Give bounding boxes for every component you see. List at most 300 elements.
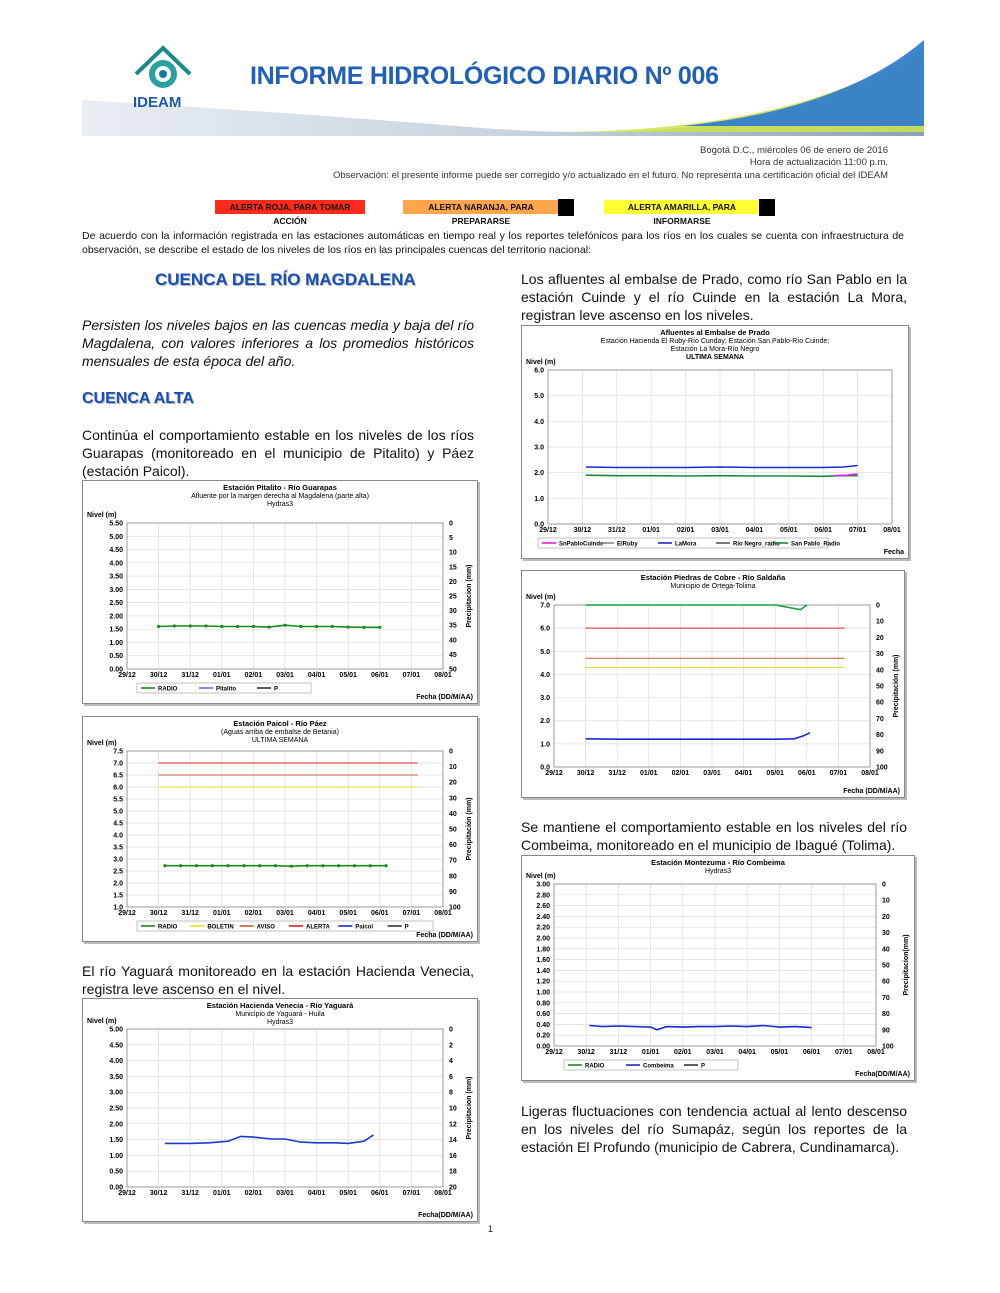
y-tick-label: 0.20	[536, 1032, 550, 1040]
x-tick-label: 04/01	[307, 910, 326, 917]
alert-orange: ALERTA NARANJA, PARA PREPARARSE	[403, 200, 559, 214]
y-tick-label: 0.00	[109, 666, 123, 674]
series-line	[586, 733, 810, 740]
y2-tick-label: 25	[449, 593, 457, 601]
y-tick-label: 2.0	[540, 718, 550, 726]
y-tick-label: 6.0	[113, 784, 123, 792]
chart-subtitle: Afluente por la margen derecha al Magdalena (parte alta)	[191, 493, 369, 500]
x-tick-label: 01/01	[213, 672, 231, 679]
y-tick-label: 2.50	[109, 1105, 123, 1113]
disclaimer: Observación: el presente informe puede ser corregido y/o actualizado en el futuro. No representa una certificación oficial del IDEAM	[333, 170, 888, 181]
y-tick-label: 3.0	[534, 444, 544, 452]
data-point	[274, 864, 277, 867]
y-tick-label: 2.00	[109, 1121, 123, 1129]
subsection-heading: CUENCA ALTA	[82, 390, 194, 407]
series-line	[586, 466, 858, 468]
y-axis-label: Nivel (m)	[87, 1018, 117, 1025]
x-tick-label: 29/12	[539, 527, 557, 534]
x-tick-label: 04/01	[738, 1049, 756, 1056]
x-tick-label: 06/01	[814, 527, 832, 534]
y-axis-label: Nivel (m)	[526, 873, 556, 880]
chart-title: Afluentes al Embalse de Prado	[660, 328, 770, 337]
chart-title: Estación Piedras de Cobre - Río Saldaña	[640, 573, 786, 582]
series-line	[589, 1026, 811, 1030]
x-tick-label: 03/01	[706, 1049, 724, 1056]
legend-label: SnPabloCuinde	[559, 541, 604, 548]
x-tick-label: 01/01	[640, 770, 658, 777]
data-point	[353, 864, 356, 867]
x-tick-label: 06/01	[371, 910, 389, 917]
chart-title: Estación Pitalito - Río Guarapas	[223, 483, 337, 492]
data-point	[211, 864, 214, 867]
x-tick-label: 04/01	[745, 527, 764, 534]
chart-title: Estación Montezuma - Río Combeima	[651, 858, 785, 867]
alert-yellow-box	[759, 199, 775, 216]
legend-label: P	[274, 686, 279, 693]
y-tick-label: 0.0	[540, 764, 550, 772]
y2-tick-label: 20	[882, 913, 890, 921]
x-tick-label: 01/01	[213, 1190, 231, 1197]
legend-label: ElRuby	[617, 541, 638, 548]
x-tick-label: 31/12	[181, 672, 199, 679]
x-tick-label: 06/01	[802, 1049, 821, 1056]
y-tick-label: 0.60	[536, 1011, 550, 1019]
y-tick-label: 0.00	[536, 1043, 550, 1051]
legend-label: Pitalito	[216, 686, 237, 693]
x-tick-label: 05/01	[780, 527, 798, 534]
x-tick-label: 03/01	[276, 672, 294, 679]
y-tick-label: 0.0	[534, 521, 544, 529]
x-tick-label: 08/01	[861, 770, 879, 777]
y-tick-label: 1.00	[109, 1152, 123, 1160]
y2-tick-label: 20	[449, 1184, 457, 1192]
y-tick-label: 0.50	[109, 653, 123, 661]
x-tick-label: 29/12	[545, 770, 563, 777]
y2-tick-label: 40	[449, 810, 457, 818]
legend-label: BOLETIN	[207, 924, 234, 931]
y2-tick-label: 40	[876, 667, 884, 675]
chart-subtitle: Municipio de Yaguará - Huila	[235, 1011, 325, 1018]
y-axis-label: Nivel (m)	[526, 594, 556, 601]
x-tick-label: 08/01	[867, 1049, 885, 1056]
y-tick-label: 1.00	[109, 639, 123, 647]
y2-tick-label: 15	[449, 564, 457, 572]
y2-tick-label: 45	[449, 651, 457, 659]
x-tick-label: 30/12	[576, 770, 595, 777]
chart-subtitle: Municipio de Ortega-Tolima	[670, 583, 756, 590]
y2-tick-label: 50	[882, 962, 890, 970]
y2-tick-label: 10	[882, 897, 890, 905]
y-tick-label: 1.0	[534, 495, 544, 503]
x-axis-label: Fecha(DD/M/AA)	[418, 1212, 473, 1219]
alert-red: ALERTA ROJA, PARA TOMAR ACCIÓN	[215, 200, 365, 214]
y-tick-label: 3.0	[113, 856, 123, 864]
y2-tick-label: 18	[449, 1168, 457, 1176]
report-date: Bogotá D.C., miércoles 06 de enero de 2016	[699, 145, 888, 156]
x-tick-label: 31/12	[609, 1049, 628, 1056]
chart-paicol	[82, 716, 478, 942]
y2-tick-label: 0	[449, 520, 453, 528]
y2-tick-label: 90	[449, 888, 457, 896]
legend-label: RADIO	[158, 924, 178, 931]
y2-axis-label: Precipitacion (mm)	[466, 564, 473, 628]
y2-tick-label: 50	[449, 666, 457, 674]
y2-tick-label: 60	[449, 842, 457, 850]
chart-subtitle: ULTIMA SEMANA	[251, 737, 309, 744]
y-tick-label: 1.0	[540, 741, 550, 749]
legend-label: AVISO	[256, 924, 275, 931]
y-tick-label: 4.5	[113, 820, 123, 828]
x-axis-label: Fecha (DD/M/AA)	[416, 694, 473, 701]
summary-paragraph: Persisten los niveles bajos en las cuencas media y baja del río Magdalena, con valores inferiores a los promedios históricos mensuales de esta época del año.	[82, 317, 474, 369]
data-point	[362, 626, 365, 629]
y-axis-label: Nivel (m)	[87, 512, 117, 519]
data-point	[268, 625, 271, 628]
y-tick-label: 0.40	[536, 1021, 550, 1029]
y-tick-label: 2.5	[113, 868, 123, 876]
y2-tick-label: 100	[882, 1043, 894, 1051]
chart-subtitle: (Aguas arriba de embalse de Betania)	[221, 729, 339, 736]
y2-tick-label: 90	[882, 1027, 890, 1035]
y2-tick-label: 20	[449, 578, 457, 586]
y-tick-label: 2.60	[536, 903, 550, 911]
y-tick-label: 3.00	[109, 1089, 123, 1097]
y2-tick-label: 30	[882, 930, 890, 938]
y2-tick-label: 60	[876, 699, 884, 707]
y2-tick-label: 50	[449, 826, 457, 834]
y2-tick-label: 100	[876, 764, 888, 772]
y-tick-label: 1.0	[113, 904, 123, 912]
x-tick-label: 03/01	[703, 770, 721, 777]
legend-label: P	[701, 1063, 706, 1070]
x-axis-label: Fecha (DD/M/AA)	[416, 932, 473, 939]
chart-title: Estación Paicol - Río Páez	[233, 719, 327, 728]
y-tick-label: 4.0	[113, 832, 123, 840]
data-point	[321, 864, 324, 867]
x-tick-label: 31/12	[181, 1190, 199, 1197]
x-tick-label: 02/01	[244, 1190, 263, 1197]
x-tick-label: 01/01	[642, 527, 660, 534]
y2-axis-label: Precipitacion (mm)	[466, 1076, 473, 1140]
series-line	[586, 475, 858, 476]
legend-label: Río Negro_radio	[733, 541, 780, 548]
data-point	[157, 625, 160, 628]
paragraph-combeima: Se mantiene el comportamiento estable en los niveles del río Combeima, monitoreado en el municipio de Ibagué (Tolima).	[521, 819, 907, 853]
x-tick-label: 04/01	[307, 1190, 326, 1197]
y2-tick-label: 14	[449, 1137, 457, 1145]
y-tick-label: 4.0	[540, 671, 550, 679]
y-tick-label: 1.40	[536, 967, 550, 975]
y2-tick-label: 90	[876, 748, 884, 756]
y-tick-label: 4.0	[534, 418, 544, 426]
y2-tick-label: 10	[449, 549, 457, 557]
paragraph-sumapaz: Ligeras fluctuaciones con tendencia actual al lento descenso en los niveles del río Sumapáz, según los reportes de la estación El Profundo (municipio de Cabrera, Cundinamarca).	[521, 1103, 907, 1155]
y2-tick-label: 5	[449, 535, 453, 543]
y2-tick-label: 70	[882, 994, 890, 1002]
y2-tick-label: 40	[449, 637, 457, 645]
x-tick-label: 02/01	[676, 527, 695, 534]
y-tick-label: 7.5	[113, 748, 123, 756]
y2-tick-label: 2	[449, 1042, 453, 1050]
y2-tick-label: 50	[876, 683, 884, 691]
y-tick-label: 2.0	[534, 470, 544, 478]
intro-paragraph: De acuerdo con la información registrada en las estaciones automáticas en tiempo real y los reportes telefónicos para los ríos en los cuales se cuenta con infraestructura de observación, se describe el estado de los niveles de los ríos en las principales cuencas del territorio nacional:	[82, 230, 904, 256]
data-point	[236, 625, 239, 628]
x-tick-label: 30/12	[573, 527, 592, 534]
x-tick-label: 07/01	[835, 1049, 853, 1056]
y2-tick-label: 10	[449, 1105, 457, 1113]
y2-tick-label: 80	[449, 873, 457, 881]
paragraph-prado: Los afluentes al embalse de Prado, como río San Pablo en la estación Cuinde y el río Cuinde en la estación La Mora, registran leve ascenso en los niveles.	[521, 271, 907, 323]
x-tick-label: 31/12	[608, 527, 626, 534]
data-point	[283, 624, 286, 627]
x-tick-label: 29/12	[118, 1190, 136, 1197]
data-point	[227, 864, 230, 867]
y-tick-label: 2.0	[113, 880, 123, 888]
y-tick-label: 3.50	[109, 573, 123, 581]
y2-tick-label: 10	[449, 764, 457, 772]
data-point	[290, 865, 293, 868]
chart-subtitle: Estación Hacienda El Ruby-Río Cunday; Estación San Pablo-Río Cuinde;	[600, 338, 830, 345]
x-tick-label: 31/12	[181, 910, 199, 917]
y-tick-label: 7.0	[540, 602, 550, 610]
data-point	[189, 624, 192, 627]
legend-label: RADIO	[158, 686, 178, 693]
legend-label: Paicol	[355, 924, 374, 931]
data-point	[315, 625, 318, 628]
legend-label: San Pablo_Radio	[791, 541, 841, 548]
x-tick-label: 06/01	[371, 1190, 389, 1197]
chart-montezuma	[521, 855, 915, 1081]
x-tick-label: 08/01	[434, 672, 452, 679]
data-point	[378, 626, 381, 629]
series-line	[165, 1135, 374, 1144]
x-tick-label: 04/01	[307, 672, 326, 679]
x-tick-label: 05/01	[339, 672, 357, 679]
x-tick-label: 03/01	[276, 910, 294, 917]
x-tick-label: 30/12	[149, 672, 168, 679]
alert-orange-box	[558, 199, 574, 216]
update-time: Hora de actualización 11:00 p.m.	[749, 157, 888, 168]
y2-tick-label: 35	[449, 622, 457, 630]
y2-tick-label: 0	[449, 748, 453, 756]
x-tick-label: 07/01	[848, 527, 867, 534]
y-tick-label: 3.50	[109, 1073, 123, 1081]
chart-subtitle: Hydras3	[266, 1019, 294, 1026]
chart-venecia	[82, 998, 478, 1222]
chart-piedras	[521, 570, 905, 798]
y-axis-label: Nivel (m)	[526, 359, 556, 366]
y-tick-label: 3.0	[540, 695, 550, 703]
legend-label: Combeima	[643, 1063, 674, 1070]
y-tick-label: 3.00	[109, 586, 123, 594]
y-tick-label: 1.50	[109, 1137, 123, 1145]
x-tick-label: 30/12	[149, 1190, 168, 1197]
y2-tick-label: 70	[876, 715, 884, 723]
y2-tick-label: 70	[449, 857, 457, 865]
paragraph-alta: Continúa el comportamiento estable en los niveles de los ríos Guarapas (monitoreado en el municipio de Pitalito) y Páez (estación Paicol).	[82, 427, 474, 479]
y-tick-label: 3.00	[536, 881, 550, 889]
x-axis-label: Fecha(DD/M/AA)	[855, 1071, 910, 1078]
data-point	[385, 864, 388, 867]
y2-tick-label: 30	[449, 608, 457, 616]
x-tick-label: 03/01	[276, 1190, 294, 1197]
y2-tick-label: 20	[449, 779, 457, 787]
data-point	[306, 864, 309, 867]
page-title: INFORME HIDROLÓGICO DIARIO Nº 006	[250, 62, 719, 90]
y2-tick-label: 12	[449, 1121, 457, 1129]
x-tick-label: 05/01	[339, 910, 357, 917]
x-tick-label: 02/01	[671, 770, 690, 777]
logo-text: IDEAM	[133, 94, 182, 111]
y2-tick-label: 100	[449, 904, 461, 912]
y2-tick-label: 60	[882, 978, 890, 986]
x-tick-label: 05/01	[770, 1049, 789, 1056]
y2-tick-label: 16	[449, 1152, 457, 1160]
y-tick-label: 7.0	[113, 760, 123, 768]
x-tick-label: 05/01	[339, 1190, 357, 1197]
y2-tick-label: 80	[876, 732, 884, 740]
legend-label: ALERTA	[306, 924, 330, 931]
alert-yellow: ALERTA AMARILLA, PARA INFORMARSE	[604, 200, 760, 214]
y-tick-label: 1.60	[536, 957, 550, 965]
y-tick-label: 4.50	[109, 1042, 123, 1050]
x-tick-label: 30/12	[149, 910, 168, 917]
x-tick-label: 05/01	[766, 770, 784, 777]
legend-label: RADIO	[585, 1063, 605, 1070]
x-tick-label: 07/01	[402, 910, 421, 917]
y-tick-label: 0.80	[536, 1000, 550, 1008]
data-point	[252, 625, 255, 628]
y2-tick-label: 30	[449, 795, 457, 803]
x-tick-label: 04/01	[734, 770, 753, 777]
y2-tick-label: 0	[882, 881, 886, 889]
y-tick-label: 3.5	[113, 844, 123, 852]
y-tick-label: 2.00	[109, 613, 123, 621]
y-tick-label: 2.80	[536, 892, 550, 900]
y2-tick-label: 40	[882, 946, 890, 954]
y2-tick-label: 0	[449, 1026, 453, 1034]
y-tick-label: 0.00	[109, 1184, 123, 1192]
x-tick-label: 29/12	[545, 1049, 563, 1056]
data-point	[369, 864, 372, 867]
data-point	[258, 864, 261, 867]
section-heading: CUENCA DEL RÍO MAGDALENA	[155, 270, 416, 289]
x-tick-label: 01/01	[213, 910, 231, 917]
x-tick-label: 02/01	[674, 1049, 692, 1056]
x-tick-label: 08/01	[883, 527, 901, 534]
ideam-logo	[128, 40, 198, 96]
x-tick-label: 07/01	[402, 1190, 421, 1197]
x-tick-label: 08/01	[434, 910, 452, 917]
x-tick-label: 29/12	[118, 672, 136, 679]
y-tick-label: 1.5	[113, 892, 123, 900]
y-tick-label: 1.50	[109, 626, 123, 634]
chart-title: Estación Hacienda Venecia - Río Yaguará	[206, 1001, 354, 1010]
y-tick-label: 6.0	[540, 625, 550, 633]
y-tick-label: 2.00	[536, 935, 550, 943]
y-tick-label: 2.20	[536, 924, 550, 932]
y-tick-label: 1.80	[536, 946, 550, 954]
legend-label: P	[404, 924, 409, 931]
chart-subtitle: ULTIMA SEMANA	[686, 354, 744, 361]
x-tick-label: 01/01	[641, 1049, 660, 1056]
data-point	[204, 624, 207, 627]
y-tick-label: 6.5	[113, 772, 123, 780]
y-tick-label: 2.40	[536, 913, 550, 921]
legend-label: LaMora	[675, 541, 697, 548]
series-line	[586, 605, 807, 610]
y-tick-label: 4.00	[109, 560, 123, 568]
data-point	[299, 625, 302, 628]
y-tick-label: 1.20	[536, 978, 550, 986]
y2-tick-label: 20	[876, 634, 884, 642]
y2-axis-label: Precipitacion(mm)	[903, 934, 910, 996]
page-number: 1	[488, 1224, 494, 1234]
data-point	[173, 624, 176, 627]
y-tick-label: 5.00	[109, 1026, 123, 1034]
chart-pitalito	[82, 480, 478, 704]
data-point	[163, 864, 166, 867]
data-point	[220, 625, 223, 628]
y-tick-label: 5.0	[113, 808, 123, 816]
y-tick-label: 4.50	[109, 547, 123, 555]
x-tick-label: 03/01	[711, 527, 729, 534]
y-tick-label: 5.0	[534, 393, 544, 401]
data-point	[331, 625, 334, 628]
x-tick-label: 30/12	[577, 1049, 595, 1056]
x-tick-label: 06/01	[371, 672, 389, 679]
y2-axis-label: Precipitación (mm)	[466, 797, 473, 861]
y2-tick-label: 4	[449, 1058, 453, 1066]
chart-subtitle: Hydras3	[266, 501, 294, 508]
x-axis-label: Fecha	[883, 549, 904, 556]
data-point	[242, 864, 245, 867]
chart-prado	[521, 325, 909, 559]
y-tick-label: 5.0	[540, 648, 550, 656]
y-tick-label: 4.00	[109, 1058, 123, 1066]
y-axis-label: Nivel (m)	[87, 740, 117, 747]
x-tick-label: 02/01	[244, 910, 263, 917]
y-tick-label: 5.5	[113, 796, 123, 804]
chart-subtitle: Estación La Mora-Río Negro	[670, 346, 760, 353]
x-tick-label: 31/12	[608, 770, 626, 777]
y2-tick-label: 30	[876, 651, 884, 659]
y-tick-label: 2.50	[109, 600, 123, 608]
x-tick-label: 06/01	[798, 770, 816, 777]
y2-tick-label: 0	[876, 602, 880, 610]
y2-tick-label: 10	[876, 618, 884, 626]
x-tick-label: 02/01	[244, 672, 263, 679]
x-axis-label: Fecha (DD/M/AA)	[843, 788, 900, 795]
data-point	[195, 864, 198, 867]
y-tick-label: 1.00	[536, 989, 550, 997]
y-tick-label: 6.0	[534, 367, 544, 375]
paragraph-yaguara: El río Yaguará monitoreado en la estación Hacienda Venecia, registra leve ascenso en el nivel.	[82, 963, 474, 997]
x-tick-label: 08/01	[434, 1190, 452, 1197]
y-tick-label: 0.50	[109, 1168, 123, 1176]
chart-subtitle: Hydras3	[704, 868, 732, 875]
y2-axis-label: Precipitación (mm)	[893, 654, 900, 718]
data-point	[179, 864, 182, 867]
x-tick-label: 07/01	[829, 770, 848, 777]
x-tick-label: 29/12	[118, 910, 136, 917]
data-point	[347, 625, 350, 628]
y2-tick-label: 6	[449, 1073, 453, 1081]
y-tick-label: 5.00	[109, 533, 123, 541]
data-point	[337, 864, 340, 867]
y2-tick-label: 80	[882, 1011, 890, 1019]
